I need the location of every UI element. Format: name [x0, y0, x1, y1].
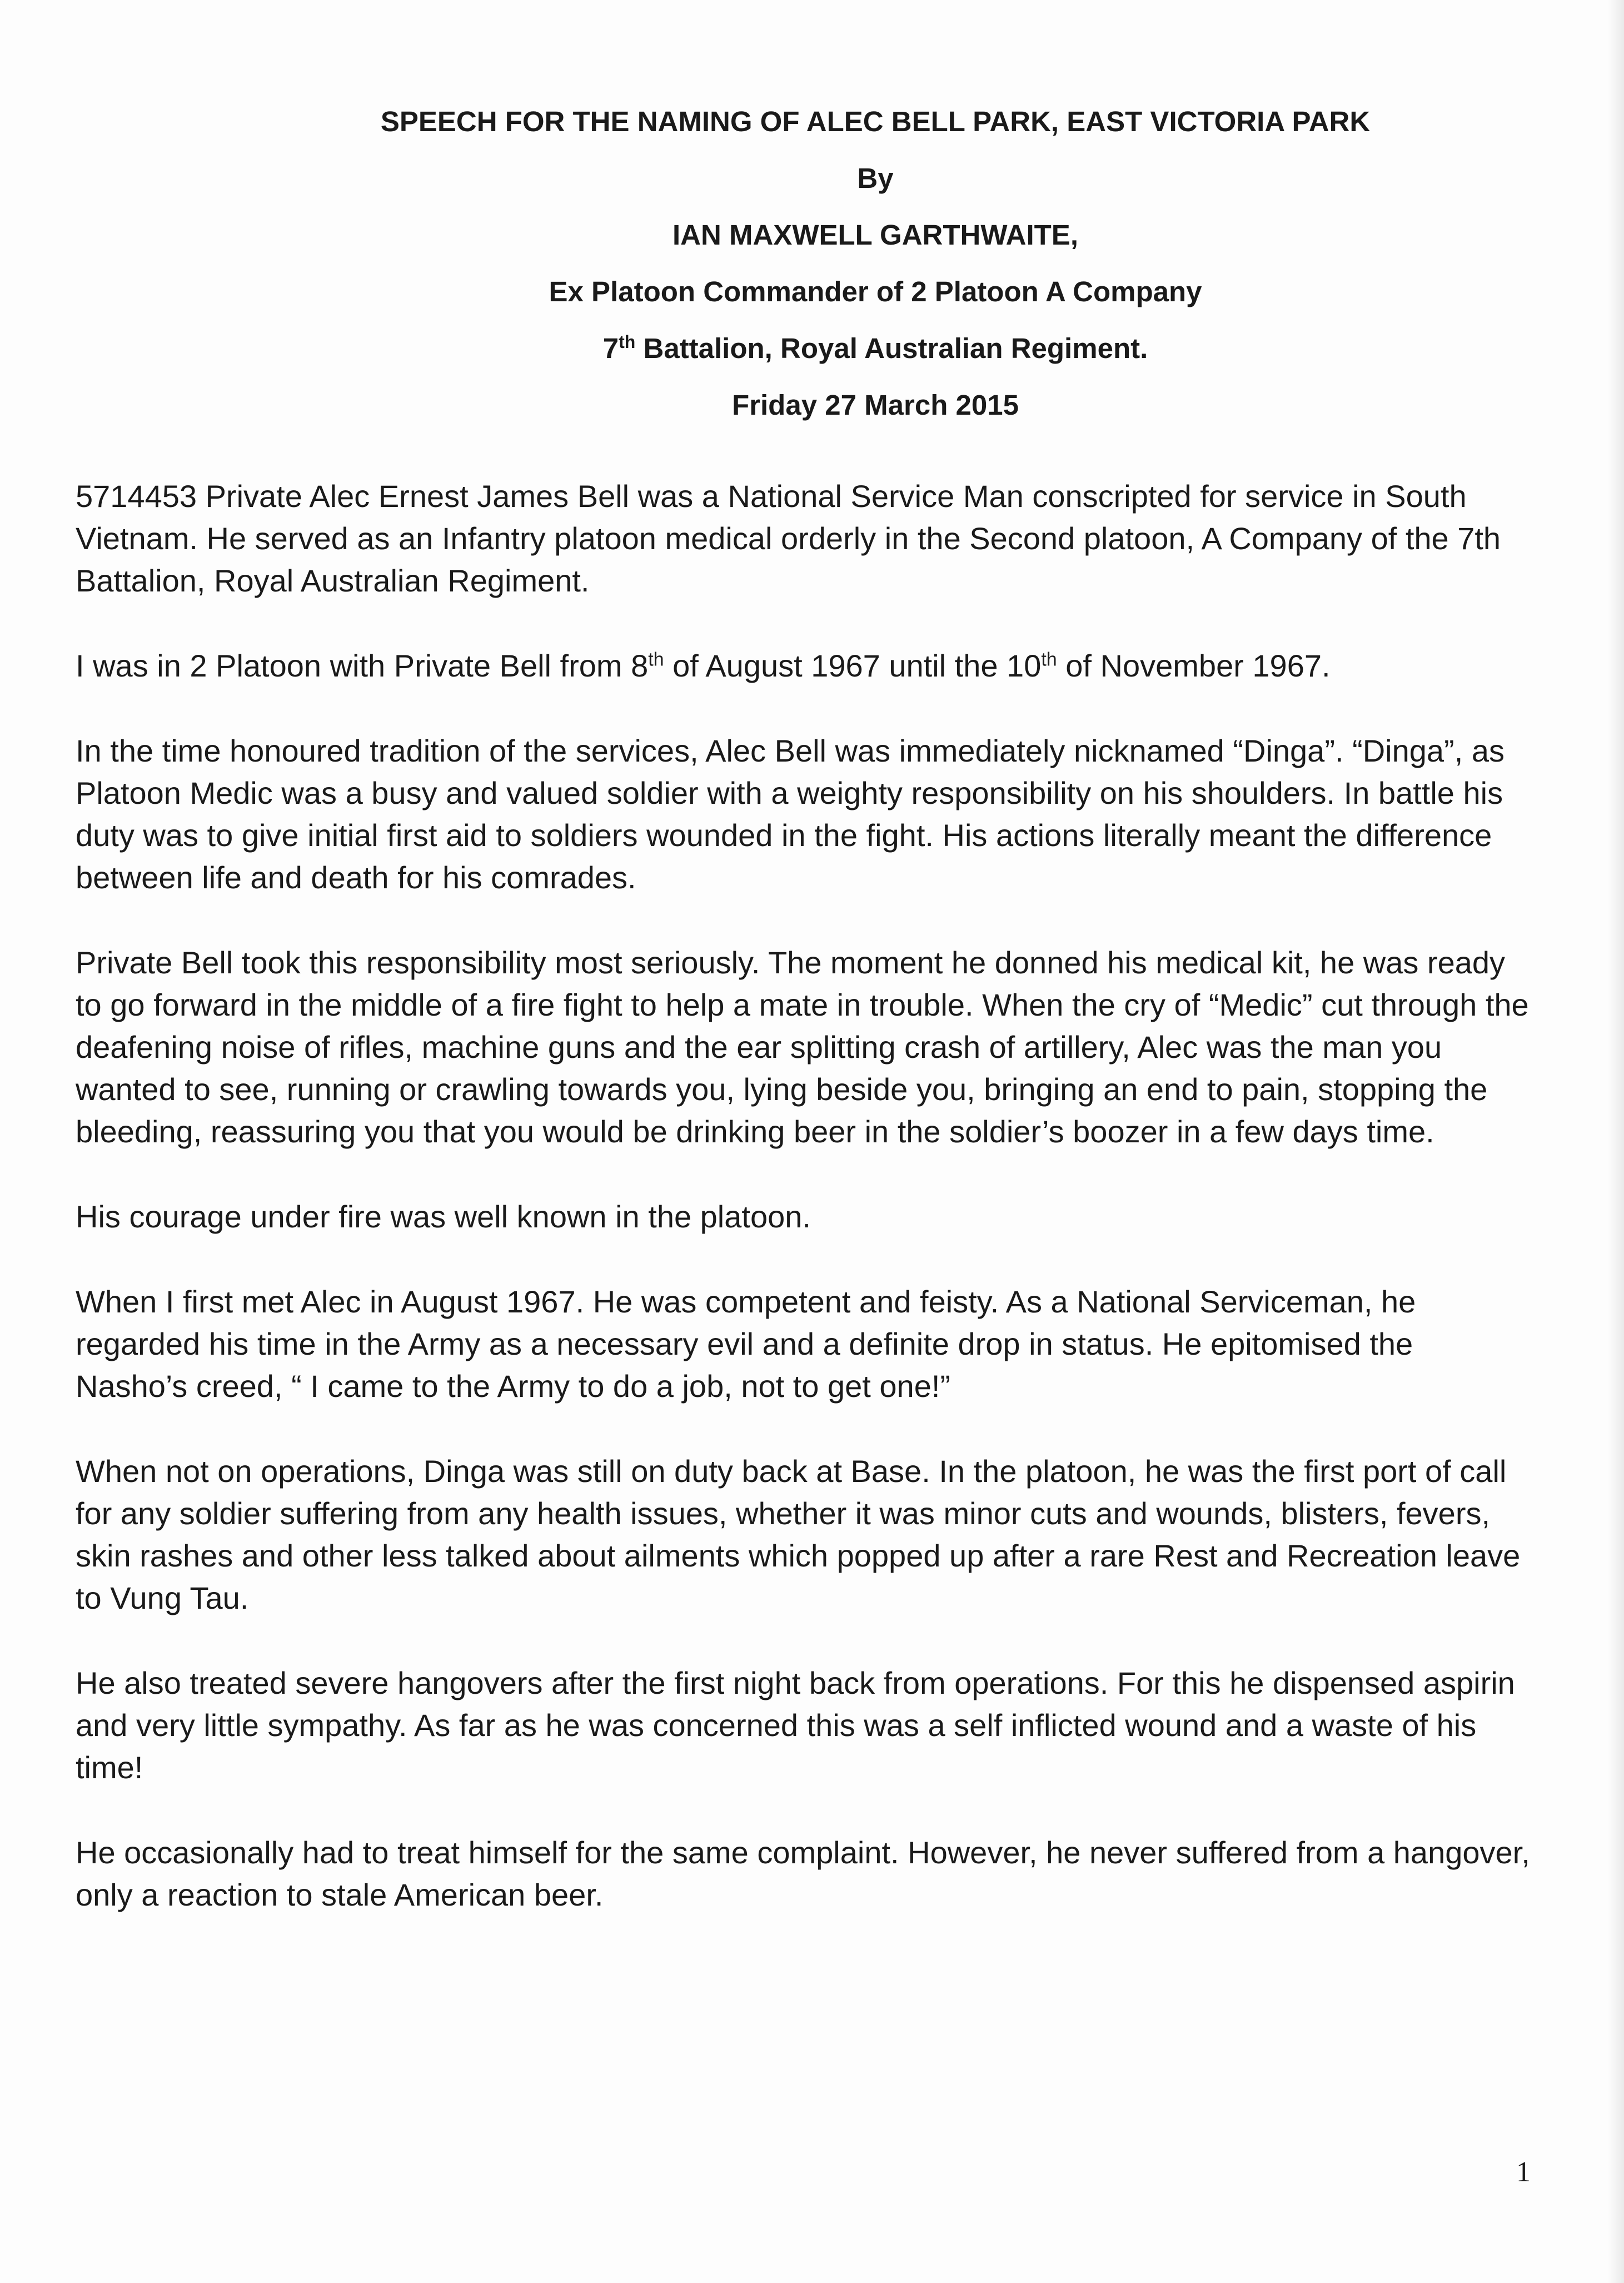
paragraph-2-part-a: I was in 2 Platoon with Private Bell from 8: [76, 648, 649, 683]
paragraph-8: He also treated severe hangovers after the first night back from operations. For this he dispensed aspirin and very little sympathy. As far as he was concerned this was a self inflicted wound and a waste of his time!: [76, 1665, 1515, 1785]
battalion-line: [0, 320, 1624, 377]
speech-date: Friday 27 March 2015: [732, 389, 1019, 421]
battalion-number: 7: [602, 332, 619, 364]
battalion-name: Battalion, Royal Australian Regiment.: [635, 332, 1148, 364]
speech-body: [76, 475, 1532, 1959]
paragraph-2-part-b: of August 1967 until the 10: [664, 648, 1042, 683]
ordinal-suffix-1: th: [648, 649, 664, 670]
page-number: 1: [1516, 2156, 1531, 2188]
speech-title: SPEECH FOR THE NAMING OF ALEC BELL PARK, EAST VICTORIA PARK: [380, 106, 1371, 137]
paragraph-2-part-c: of November 1967.: [1057, 648, 1331, 683]
author-role: Ex Platoon Commander of 2 Platoon A Company: [549, 276, 1202, 307]
paragraph-3: In the time honoured tradition of the services, Alec Bell was immediately nicknamed “Dinga”. “Dinga”, as Platoon Medic was a busy and valued soldier with a weighty responsibility on his shoulders. In battle his duty was to give initial first aid to soldiers wounded in the fight. His actions literally meant the difference between life and death for his comrades.: [76, 733, 1505, 895]
paragraph-6: When I first met Alec in August 1967. He was competent and feisty. As a National Serviceman, he regarded his time in the Army as a necessary evil and a definite drop in status. He epitomised the Nasho’s creed, “ I came to the Army to do a job, not to get one!”: [76, 1284, 1416, 1404]
by-line: By: [857, 162, 894, 194]
paragraph-5: His courage under fire was well known in the platoon.: [76, 1199, 811, 1234]
paragraph-4: Private Bell took this responsibility most seriously. The moment he donned his medical kit, he was ready to go forward in the middle of a fire fight to help a mate in trouble. When the cry of “Medic” cut through the deafening noise of rifles, machine guns and the ear splitting crash of artillery, Alec was the man you wanted to see, running or crawling towards you, lying beside you, bringing an end to pain, stopping the bleeding, reassuring you that you would be drinking beer in the soldier’s boozer in a few days time.: [76, 945, 1529, 1149]
paragraph-9: He occasionally had to treat himself for the same complaint. However, he never suffered from a hangover, only a reaction to stale American beer.: [76, 1835, 1530, 1912]
battalion-ordinal: th: [619, 332, 636, 352]
document-header: [0, 93, 1624, 434]
ordinal-suffix-2: th: [1041, 649, 1057, 670]
paragraph-2: [76, 645, 1532, 687]
paragraph-7: When not on operations, Dinga was still on duty back at Base. In the platoon, he was the first port of call for any soldier suffering from any health issues, whether it was minor cuts and wounds, blisters, fevers, skin rashes and other less talked about ailments which popped up after a rare Rest and Recreation leave to Vung Tau.: [76, 1454, 1521, 1615]
paragraph-1: 5714453 Private Alec Ernest James Bell was a National Service Man conscripted for service in South Vietnam. He served as an Infantry platoon medical orderly in the Second platoon, A Company of the 7th Battalion, Royal Australian Regiment.: [76, 479, 1501, 598]
author-name: IAN MAXWELL GARTHWAITE,: [672, 219, 1078, 251]
